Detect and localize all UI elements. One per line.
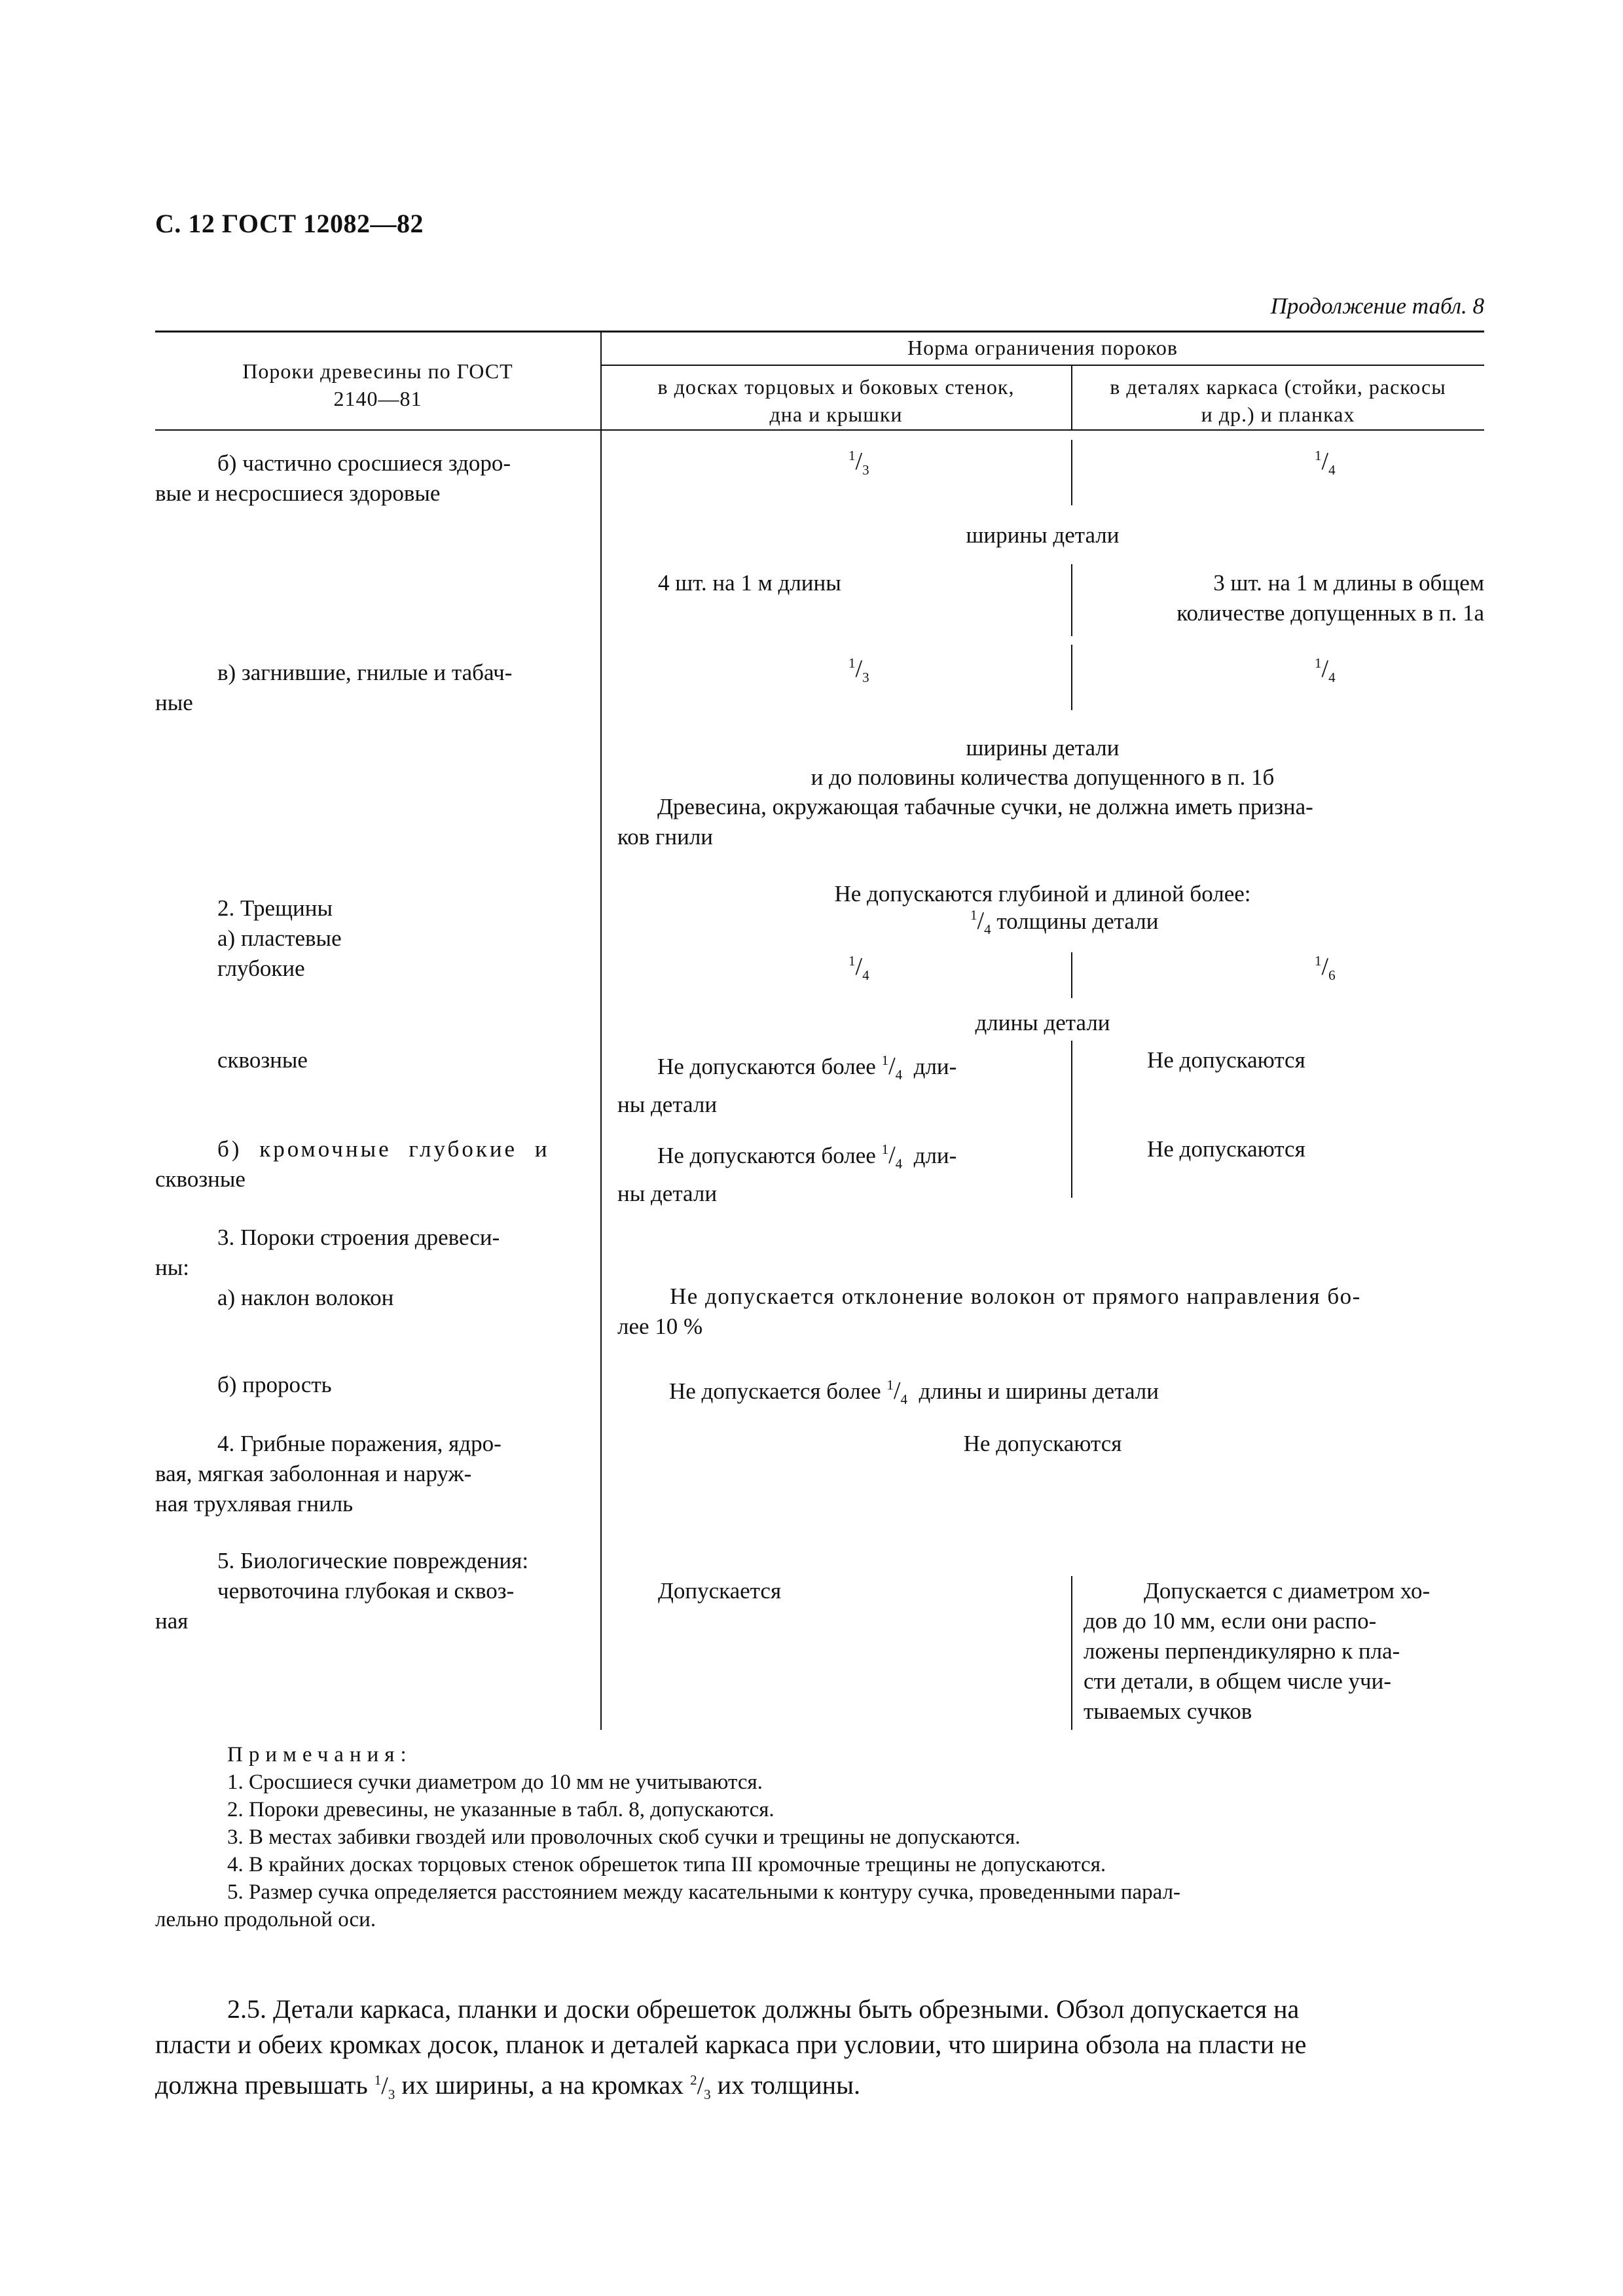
row3-fraction-boards: $^1/_4$ [848,953,869,983]
row5-boards-text [617,1134,1036,1209]
row1-defect-line1: б) частично сросшиеся здоро- [217,450,511,476]
row8-defect-label [155,1429,591,1519]
row4-boards-line1: Не допускаются более $^1/_4$ дли- [657,1052,957,1083]
row2-defect-line1: в) загнившие, гнилые и табач- [217,660,513,685]
row6-defect-line2: ны: [155,1255,189,1280]
row4-frame-text: Не допускаются [1147,1047,1305,1073]
divider-r1-count [1071,564,1072,636]
notes-title: Примечания: [227,1743,412,1767]
header-col-defects-line1: Пороки древесины по ГОСТ [242,359,513,383]
row7-text: Не допускается более $^1/_4$ длины и ширины детали [669,1377,1159,1407]
row3-not-allowed: Не допускаются глубиной и длиной более: [834,881,1251,906]
row3-thickness-label: толщины детали [996,908,1159,934]
row4-defect-label: сквозные [217,1047,308,1073]
row3-defect-label [217,893,591,984]
row2-tobacco-line1: Древесина, окружающая табачные сучки, не должна иметь призна- [657,794,1313,819]
row1-fraction-frame: $^1/_4$ [1315,448,1336,478]
row1-width-label: ширины детали [966,522,1120,548]
divider-r2-frac [1071,645,1072,710]
row2-half-label: и до половины количества допущенного в п. 1б [811,764,1275,790]
row9-defect-line1: 5. Биологические повреждения: [217,1548,529,1573]
row5-boards-line2: ны детали [617,1181,718,1206]
note-item-5-line2: лельно продольной оси. [155,1908,376,1931]
note-item-1: 1. Сросшиеся сучки диаметром до 10 мм не учитываются. [227,1770,763,1794]
note-item-2: 2. Пороки древесины, не указанные в табл. 8, допускаются. [227,1798,775,1821]
row3-defect-line2: а) пластевые [217,925,342,951]
header-col-boards-line2: дна и крышки [769,403,903,426]
divider-r3-frac [1071,952,1072,998]
row8-defect-line3: ная трухлявая гниль [155,1491,354,1516]
row6-text-line2: лее 10 % [617,1314,703,1339]
row1-defect-label [155,448,591,509]
header-col-boards [601,373,1071,428]
header-col-defects-line2: 2140—81 [333,387,422,410]
header-col-frame-line1: в деталях каркаса (стойки, раскосы [1110,375,1446,399]
row9-frame-text [1084,1576,1484,1727]
row6-text [617,1282,1484,1342]
row3-length-label: длины детали [975,1010,1110,1035]
row5-boards-line1: Не допускаются более $^1/_4$ дли- [657,1141,957,1172]
table-header-bottom-rule [155,429,1484,431]
note-item-4: 4. В крайних досках торцовых стенок обрешеток типа III кромочные трещины не допускаются. [227,1853,1106,1876]
row3-defect-line1: 2. Трещины [217,895,333,921]
row8-text: Не допускаются [963,1431,1122,1456]
header-col-frame [1072,373,1484,428]
row6-defect-label [155,1223,591,1313]
header-col-boards-line1: в досках торцовых и боковых стенок, [657,375,1015,399]
header-col-defects [155,357,600,412]
row1-fraction-boards: $^1/_3$ [848,448,869,478]
row9-frame-line5: тываемых сучков [1084,1698,1252,1724]
row9-defect-line2: червоточина глубокая и сквоз- [217,1578,515,1604]
row2-tobacco-line2: ков гнили [617,824,714,850]
row9-defect-label [155,1546,591,1636]
note-item-3: 3. В местах забивки гвоздей или проволочных скоб сучки и трещины не допускаются. [227,1825,1021,1849]
row5-defect-label [155,1134,591,1194]
row8-defect-line1: 4. Грибные поражения, ядро- [217,1431,501,1456]
paragraph-line1: 2.5. Детали каркаса, планки и доски обрешеток должны быть обрезными. Обзол допускается на [227,1994,1300,2024]
row4-boards-text [617,1045,1036,1120]
paragraph-2-5 [155,1992,1484,2112]
header-group-norm: Норма ограничения пороков [907,336,1178,359]
row1-defect-line2: вые и несросшиеся здоровые [155,480,441,506]
row3-fraction-frame: $^1/_6$ [1315,953,1336,983]
paragraph-line2: пласти и обеих кромках досок, планок и деталей каркаса при условии, что ширина обзола на пласти не [155,2030,1307,2059]
row3-thickness: $^1/_4$ толщины детали [970,907,1159,937]
row6-defect-line3: а) наклон волокон [217,1285,394,1310]
row9-frame-line2: дов до 10 мм, если они распо- [1084,1608,1377,1634]
row2-fraction-frame: $^1/_4$ [1315,655,1336,685]
row9-frame-line3: ложены перпендикулярно к пла- [1084,1638,1400,1664]
row6-text-line1: Не допускается отклонение волокон от прямого направления бо- [670,1283,1361,1309]
header-col-frame-line2: и др.) и планках [1201,403,1355,426]
row4-boards-line2: ны детали [617,1092,718,1117]
row7-defect-label: б) прорость [217,1372,332,1397]
divider-r4-r5 [1071,1041,1072,1198]
row2-width-label: ширины детали [966,735,1120,761]
row1-count-frame-line2: количестве допущенных в п. 1а [1176,600,1484,626]
page-header: С. 12 ГОСТ 12082—82 [155,209,424,238]
row5-frame-text: Не допускаются [1147,1136,1305,1162]
row2-fraction-boards: $^1/_3$ [848,655,869,685]
row6-defect-line1: 3. Пороки строения древеси- [217,1225,500,1250]
paragraph-line3: должна превышать $^1/_3$ их ширины, а на кромках $^2/_3$ их толщины. [155,2070,860,2102]
row3-defect-line3: глубокие [217,956,305,981]
table-group-rule [601,365,1484,366]
divider-r9 [1071,1576,1072,1730]
row9-defect-line3: ная [155,1608,189,1634]
row1-count-boards: 4 шт. на 1 м длины [658,570,841,596]
row2-defect-label [155,658,591,718]
row9-frame-line4: сти детали, в общем числе учи- [1084,1668,1391,1694]
row1-count-frame-line1: 3 шт. на 1 м длины в общем [1213,570,1484,596]
row8-defect-line2: вая, мягкая заболонная и наруж- [155,1461,472,1486]
note-item-5-line1: 5. Размер сучка определяется расстоянием между касательными к контуру сучка, проведенными парал- [227,1880,1181,1904]
table-top-rule [155,331,1484,332]
row5-defect-line1: б) кромочные глубокие и [217,1136,550,1162]
row2-tobacco-note [617,792,1484,852]
row2-defect-line2: ные [155,690,193,715]
row9-boards-text: Допускается [658,1578,782,1604]
table-continuation-label: Продолжение табл. 8 [1270,293,1484,319]
divider-r1-frac [1071,440,1072,505]
row9-frame-line1: Допускается с диаметром хо- [1144,1578,1431,1604]
notes-section [155,1741,1484,1933]
row5-defect-line2: сквозные [155,1166,246,1192]
row1-count-frame [1084,568,1484,628]
